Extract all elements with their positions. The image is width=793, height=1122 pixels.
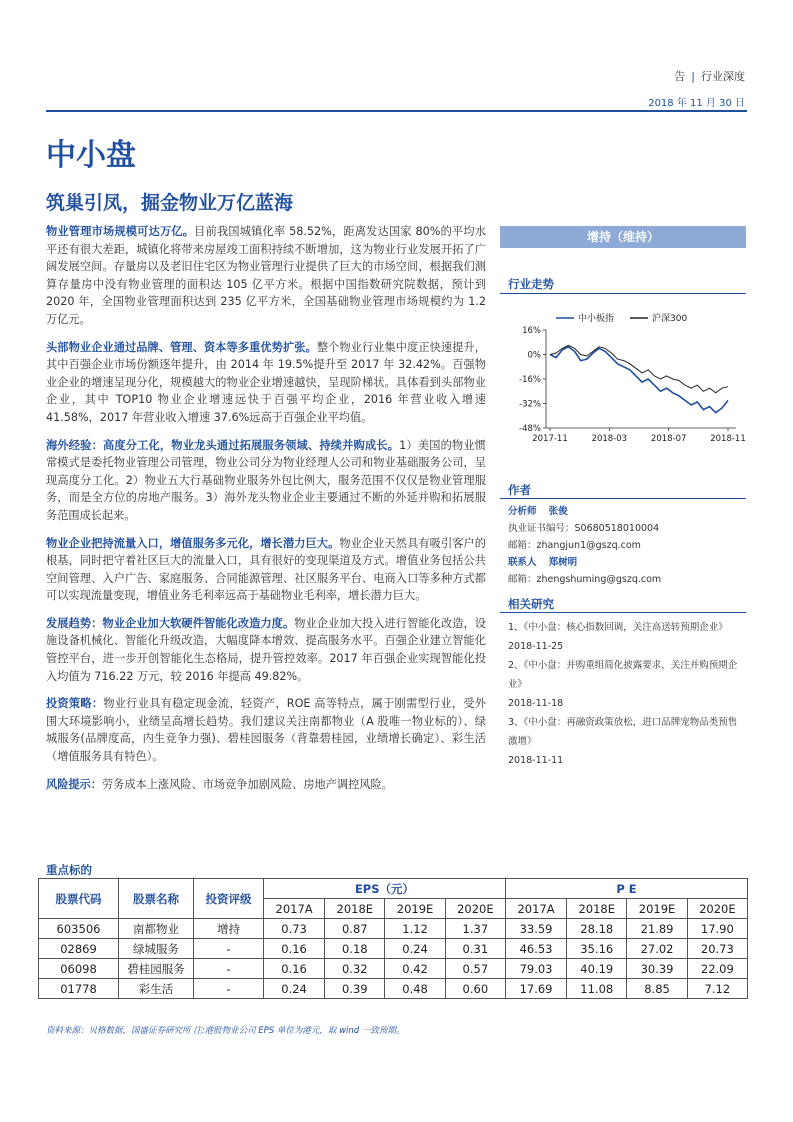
author-divider	[500, 498, 746, 499]
cert-number: S0680518010004	[574, 523, 660, 534]
related-item[interactable]: 3、《中小盘：再融资政策放松，进口品牌宠物品类预售激增》 2018-11-11	[508, 717, 738, 766]
x-tick-label: 2018-03	[591, 434, 628, 444]
contact-label: 联系人	[508, 557, 537, 568]
col-eps: EPS（元）	[264, 879, 506, 899]
table-header-row	[39, 879, 748, 899]
trend-chart-svg	[500, 300, 746, 448]
trend-divider	[500, 293, 746, 294]
y-tick-label: -16%	[519, 375, 541, 385]
key-stocks-table	[38, 878, 748, 999]
pe-year: 2017A	[505, 899, 566, 919]
table-row: 02869 绿城服务 - 0.16 0.18 0.24 0.31 46.53 35.16 27.02 20.73	[39, 939, 748, 959]
x-tick-label: 2017-11	[532, 434, 568, 444]
paragraph-market-size: 物业管理市场规模可达万亿。目前我国城镇化率 58.52%，距离发达国家 80%的平均水平还有很大差距，城镇化将带来房屋竣工面积持续不断增加，这为物业行业发展开拓了广阔发展空间。存量房以及老旧住宅区为物业管理行业提供了巨大的市场空间，根据我们测算存量房中没有物业管理的面积达 105 亿平方米。根据中国指数研究院数据，预计到 2020 年，全国物业管理面积达到 235 亿平方米，全国基础物业管理市场规模约为 1.2 万亿元。	[46, 225, 486, 326]
header-divider	[46, 110, 747, 112]
author-block	[508, 503, 746, 588]
col-name: 股票名称	[119, 879, 194, 919]
header-tag-report: 告	[674, 70, 686, 83]
trend-chart	[500, 300, 746, 448]
related-divider	[500, 612, 746, 613]
related-item[interactable]: 1、《中小盘：核心指数回调，关注高送转预期企业》 2018-11-25	[508, 622, 728, 652]
pe-year: 2018E	[567, 899, 627, 919]
paragraph-value-added: 物业企业把持流量入口，增值服务多元化，增长潜力巨大。物业企业天然具有吸引客户的根基，同时把守着社区巨大的流量入口，具有很好的变现渠道及方式。增值业务包括公共空间管理、入户广告、家庭服务、合同能源管理、社区服务平台、电商入口等多种方式都可以实现流量变现，增值业务毛利率远高于基础物业毛利率，增长潜力巨大。	[46, 536, 486, 603]
table-row: 06098 碧桂园服务 - 0.16 0.32 0.42 0.57 79.03 40.19 30.39 22.09	[39, 959, 748, 979]
col-rating: 投资评级	[194, 879, 264, 919]
x-tick-label: 2018-11	[710, 434, 746, 444]
paragraph-risk: 风险提示：劳务成本上涨风险、市场竞争加剧风险、房地产调控风险。	[46, 777, 393, 791]
header-tags: 告 | 行业深度	[674, 70, 745, 83]
contact-email[interactable]: zhengshuming@gszq.com	[536, 574, 662, 585]
analyst-label: 分析师	[508, 506, 537, 517]
y-tick-label: 16%	[522, 326, 541, 336]
table-footnote: 资料来源：贝格数据，国盛证券研究所 注:港股物业公司 EPS 单位为港元，取 wind 一致预期。	[46, 1026, 405, 1036]
summary-column	[46, 223, 486, 803]
legend-label: 中小板指	[578, 314, 615, 324]
y-tick-label: -32%	[519, 399, 541, 410]
email-label-2: 邮箱：	[508, 574, 537, 585]
analyst-email[interactable]: zhangjun1@gszq.com	[536, 540, 641, 551]
y-tick-label: -48%	[519, 424, 541, 434]
author-title: 作者	[508, 483, 531, 497]
x-tick-label: 2018-07	[650, 434, 687, 444]
col-pe: P E	[505, 879, 747, 899]
paragraph-overseas: 海外经验：高度分工化，物业龙头通过拓展服务领域、持续并购成长。1）美国的物业惯常模式是委托物业管理公司管理，物业公司分为物业经理人公司和物业基础服务公司，呈现高度分工化。2）物业五大行基础物业服务外包比例大，服务范围不仅仅是物业管理服务，而是全方位的房地产服务。3）海外龙头物业企业主要通过不断的外延并购和拓展服务范围成长起来。	[46, 438, 486, 522]
legend-label: 沪深300	[652, 314, 688, 324]
email-label: 邮箱：	[508, 540, 537, 551]
header-tag-type: 行业深度	[701, 70, 745, 83]
pe-year: 2019E	[627, 899, 687, 919]
analyst-name: 张俊	[548, 506, 568, 517]
paragraph-strategy: 投资策略：物业行业具有稳定现金流，轻资产，ROE 高等特点，属于刚需型行业，受外围大环境影响小，业绩呈高增长趋势。我们建议关注南都物业（A 股唯一物业标的）、绿城服务(品牌度高，内生竞争力强)、碧桂园服务（背靠碧桂园，业绩增长确定）、彩生活（增值服务具有特色）。	[46, 697, 486, 764]
paragraph-leaders: 头部物业企业通过品牌、管理、资本等多重优势扩张。整个物业行业集中度正快速提升，其中百强企业市场份额逐年提升，由 2014 年 19.5%提升至 2017 年 32.42%。百强物业企业的增速呈现分化，规模越大的物业企业增速越快，呈现阶梯状。具体看到头部物业企业，其中 TOP10 物业企业增速远快于百强平均企业，2016 年营业收入增速 41.58%，2017 年营业收入增速 37.6%远高于百强企业平均值。	[46, 340, 486, 424]
table-row: 603506 南都物业 增持 0.73 0.87 1.12 1.37 33.59 28.18 21.89 17.90	[39, 919, 748, 939]
series-line	[550, 347, 728, 413]
table-title: 重点标的	[46, 863, 92, 877]
report-date: 2018 年 11 月 30 日	[648, 98, 745, 109]
cert-label: 执业证书编号：	[508, 523, 575, 534]
eps-year: 2017A	[264, 899, 325, 919]
paragraph-trend: 发展趋势：物业企业加大软硬件智能化改造力度。物业企业加大投入进行智能化改造，设施设备机械化、智能化升级改造，大幅度降本增效、提高服务水平。百强企业建立智能化管控平台，进一步开创智能化生态格局，提升管控效率。2017 年百强企业实现智能化投入均值为 716.22 万元，较 2016 年提高 49.82%。	[46, 616, 486, 683]
y-tick-label: 0%	[527, 350, 541, 361]
col-code: 股票代码	[39, 879, 119, 919]
rating-badge: 增持（维持）	[500, 226, 746, 248]
eps-year: 2018E	[325, 899, 385, 919]
related-item[interactable]: 2、《中小盘：并购重组简化披露要求，关注并购预期企业》 2018-11-18	[508, 660, 738, 709]
series-line	[550, 345, 728, 393]
related-list	[508, 618, 746, 770]
eps-year: 2019E	[385, 899, 445, 919]
table-row: 01778 彩生活 - 0.24 0.39 0.48 0.60 17.69 11.08 8.85 7.12	[39, 979, 748, 999]
related-title: 相关研究	[508, 597, 554, 611]
sector-title: 中小盘	[46, 138, 136, 173]
report-headline: 筑巢引凤，掘金物业万亿蓝海	[46, 192, 294, 214]
contact-name: 郑树明	[548, 557, 578, 568]
pe-year: 2020E	[687, 899, 747, 919]
trend-title: 行业走势	[508, 277, 554, 291]
eps-year: 2020E	[445, 899, 505, 919]
